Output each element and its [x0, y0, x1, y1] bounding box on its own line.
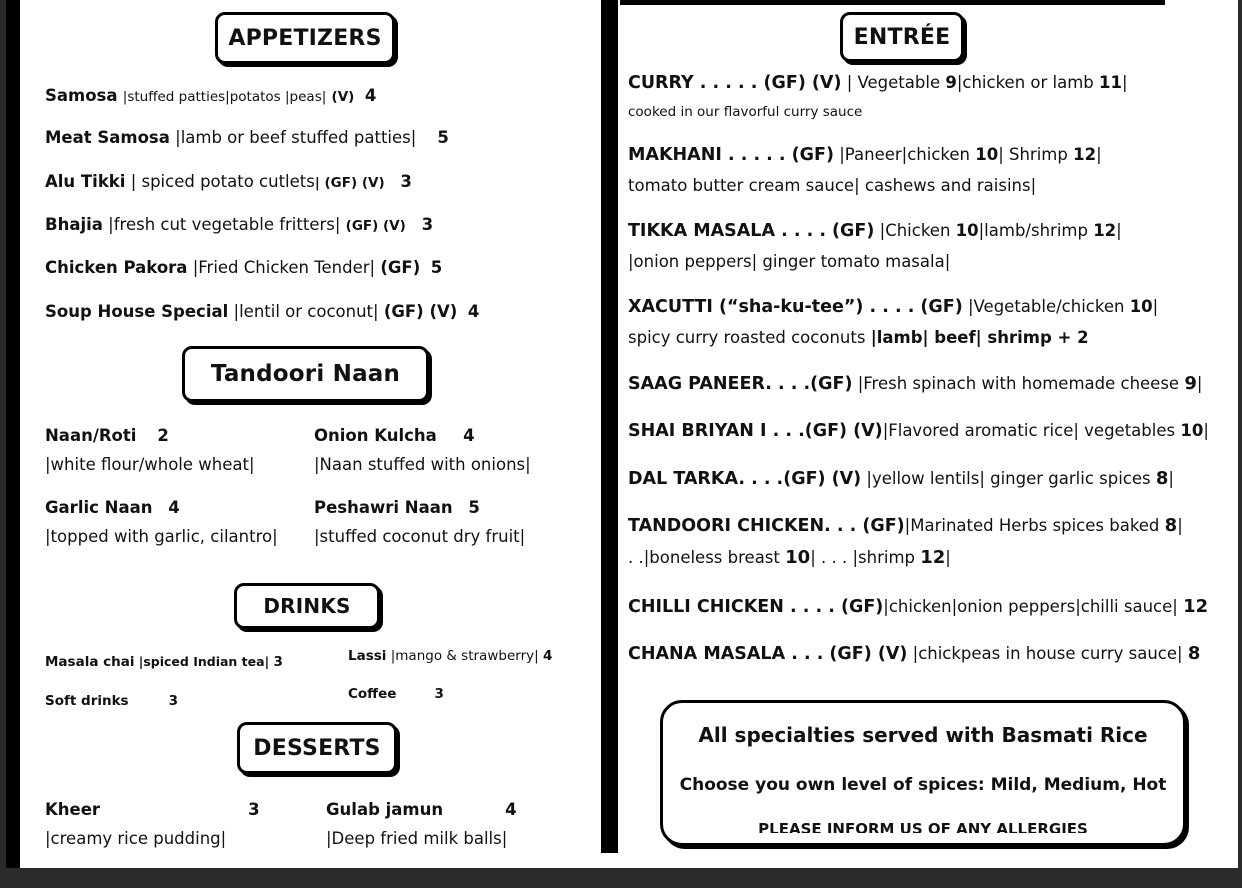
naan-item-name: Onion Kulcha 4 — [314, 426, 475, 445]
appetizer-item: Bhajia |fresh cut vegetable fritters| (GF) (V) 3 — [45, 215, 434, 234]
drinks-header: DRINKS — [234, 583, 380, 629]
appetizer-item: Chicken Pakora |Fried Chicken Tender| (GF) 5 — [45, 258, 443, 277]
naan-item-desc: |white flour/whole wheat| — [45, 455, 255, 474]
appetizers-header: APPETIZERS — [215, 12, 395, 64]
dessert-item-desc: |creamy rice pudding| — [45, 829, 227, 848]
appetizer-item: Meat Samosa |lamb or beef stuffed patties| 5 — [45, 128, 449, 147]
entree-item: SHAI BRIYAN I . . .(GF) (V)|Flavored aromatic rice| vegetables 10| — [628, 421, 1209, 441]
drink-item: Coffee 3 — [348, 686, 444, 702]
entree-item: CURRY . . . . . (GF) (V) | Vegetable 9|chicken or lamb 11| — [628, 73, 1128, 93]
naan-item-desc: |topped with garlic, cilantro| — [45, 527, 278, 546]
entree-item: CHILLI CHICKEN . . . . (GF)|chicken|onion peppers|chilli sauce| 12 — [628, 596, 1209, 617]
tandoori-naan-header: Tandoori Naan — [182, 346, 429, 402]
notice-box — [660, 700, 1186, 846]
naan-item-name: Garlic Naan 4 — [45, 498, 180, 517]
appetizer-item: Soup House Special |lentil or coconut| (GF) (V) 4 — [45, 302, 480, 321]
naan-item-desc: |stuffed coconut dry fruit| — [314, 527, 526, 546]
notice-rice: All specialties served with Basmati Rice — [698, 723, 1148, 747]
drink-item: Masala chai |spiced Indian tea| 3 — [45, 654, 283, 670]
entree-desc: . .|boneless breast 10| . . . |shrimp 12| — [628, 547, 951, 568]
dessert-item-name: Gulab jamun 4 — [326, 800, 517, 819]
notice-spice: Choose you own level of spices: Mild, Medium, Hot — [679, 775, 1167, 795]
entree-item: XACUTTI (“sha-ku-tee”) . . . . (GF) |Vegetable/chicken 10| — [628, 297, 1159, 317]
dessert-item-name: Kheer 3 — [45, 800, 260, 819]
entree-item: SAAG PANEER. . . .(GF) |Fresh spinach with homemade cheese 9| — [628, 373, 1203, 394]
entree-item: CHANA MASALA . . . (GF) (V) |chickpeas in house curry sauce| 8 — [628, 643, 1201, 664]
naan-item-name: Peshawri Naan 5 — [314, 498, 480, 517]
naan-item-name: Naan/Roti 2 — [45, 426, 169, 445]
desserts-header: DESSERTS — [237, 722, 397, 774]
entree-item: TIKKA MASALA . . . . (GF) |Chicken 10|lamb/shrimp 12| — [628, 221, 1122, 241]
entree-desc: cooked in our flavorful curry sauce — [628, 104, 863, 120]
column-divider — [601, 0, 618, 853]
entree-item: DAL TARKA. . . .(GF) (V) |yellow lentils| ginger garlic spices 8| — [628, 468, 1174, 489]
dessert-item-desc: |Deep fried milk balls| — [326, 829, 508, 848]
entree-desc: tomato butter cream sauce| cashews and raisins| — [628, 176, 1037, 195]
entree-desc: |onion peppers| ginger tomato masala| — [628, 252, 951, 271]
drink-item: Soft drinks 3 — [45, 693, 179, 709]
bottom-frame — [0, 868, 1242, 888]
appetizer-item: Alu Tikki | spiced potato cutlets| (GF) (V) 3 — [45, 172, 412, 191]
entree-item: TANDOORI CHICKEN. . . (GF)|Marinated Herbs spices baked 8| — [628, 515, 1183, 536]
entree-item: MAKHANI . . . . . (GF) |Paneer|chicken 10| Shrimp 12| — [628, 145, 1102, 165]
drink-item: Lassi |mango & strawberry| 4 — [348, 648, 553, 664]
notice-allergies: PLEASE INFORM US OF ANY ALLERGIES — [758, 820, 1088, 833]
left-border — [6, 0, 20, 868]
naan-item-desc: |Naan stuffed with onions| — [314, 455, 531, 474]
entree-header: ENTRÉE — [840, 12, 964, 62]
appetizer-item: Samosa |stuffed patties|potatos |peas| (V) 4 — [45, 86, 377, 105]
entree-desc: spicy curry roasted coconuts |lamb| beef| shrimp + 2 — [628, 328, 1089, 347]
top-border — [620, 0, 1165, 5]
